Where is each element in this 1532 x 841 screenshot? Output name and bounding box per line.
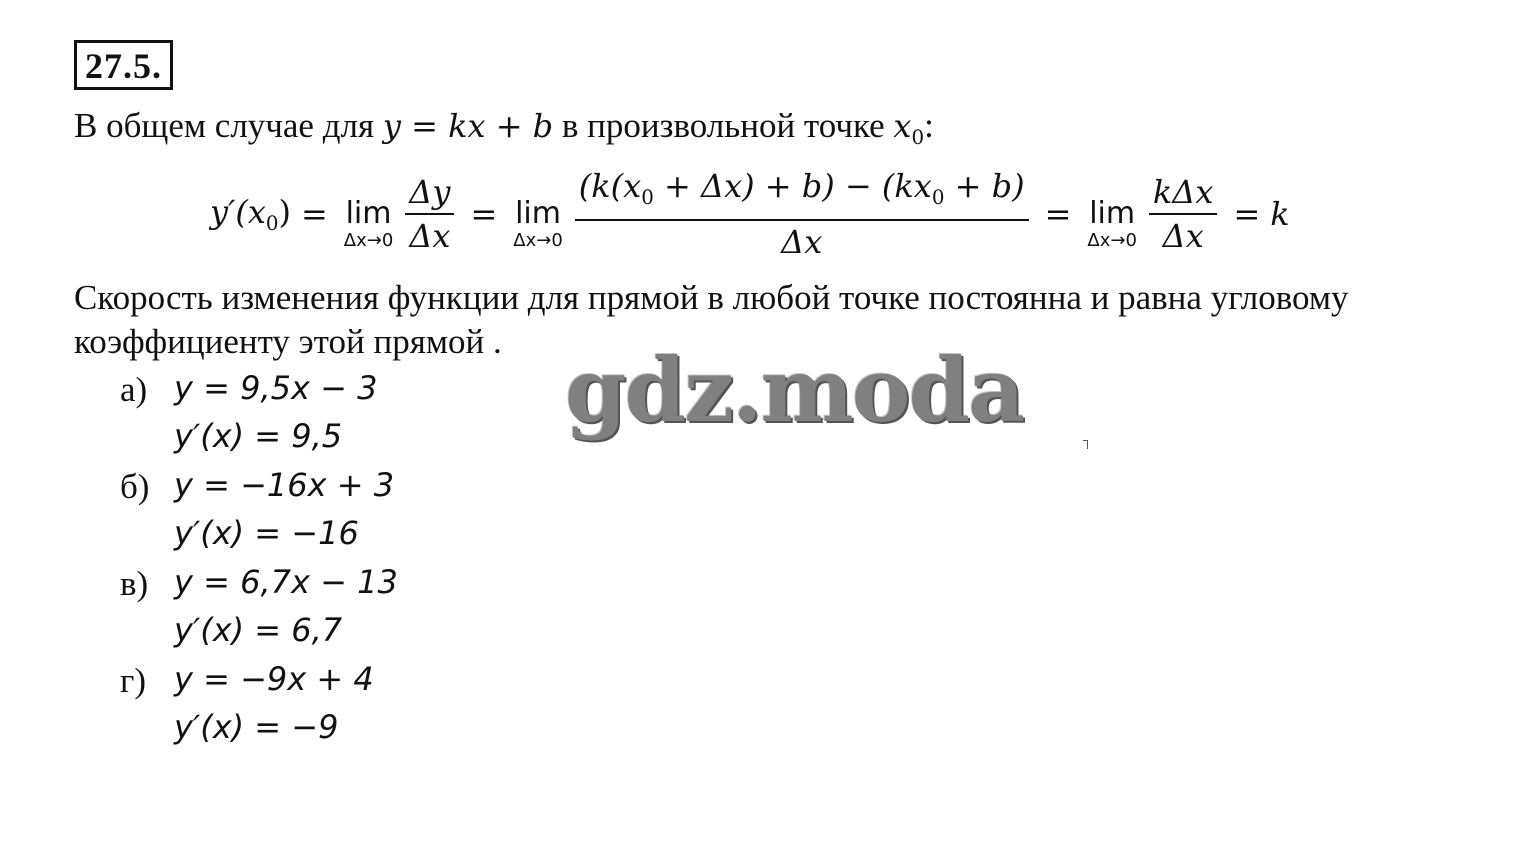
formula-lhs-text: y′(x <box>210 193 266 232</box>
fraction-3 <box>1149 171 1218 257</box>
fraction-2-num-c: + b) <box>944 167 1025 206</box>
formula-eq-2: = <box>470 195 498 233</box>
limit-1 <box>344 197 394 251</box>
answer-label: г) <box>120 661 147 700</box>
answer-label: а) <box>120 370 148 409</box>
problem-number: 27.5. <box>74 40 173 90</box>
intro-text-2: в произвольной точке <box>561 106 885 145</box>
answer-derivative: y′(x) = 9,5 <box>174 417 343 455</box>
formula-eq-4: = <box>1233 195 1261 233</box>
formula-lhs <box>210 193 291 235</box>
watermark-logo: gdz.moda <box>565 338 1024 442</box>
fraction-1-denominator: Δx <box>409 217 451 255</box>
limit-sub-2: Δx→0 <box>513 230 563 251</box>
limit-3 <box>1087 197 1137 251</box>
answer-derivative: y′(x) = −9 <box>174 708 339 746</box>
formula-eq-3: = <box>1044 195 1072 233</box>
fraction-2-numerator <box>575 165 1029 221</box>
answer-function: y = 9,5x − 3 <box>174 369 378 407</box>
answer-label: б) <box>120 467 150 506</box>
formula-eq-1: = <box>300 195 328 233</box>
fraction-1-numerator: Δy <box>405 171 454 215</box>
stray-mark <box>1083 440 1088 449</box>
fraction-2-num-b: + Δx) + b) − (kx <box>653 167 932 206</box>
formula-result: k <box>1270 195 1290 233</box>
fraction-2-denominator: Δx <box>781 222 823 261</box>
answer-function: y = 6,7x − 13 <box>174 563 398 601</box>
conclusion-line-1: Скорость изменения функции для прямой в любой точке постоянна и равна угловому <box>74 278 1349 317</box>
intro-text: В общем случае для <box>74 106 375 145</box>
fraction-1 <box>405 171 454 257</box>
answer-derivative: y′(x) = 6,7 <box>174 611 343 649</box>
limit-2 <box>513 197 563 251</box>
intro-line <box>74 104 934 160</box>
fraction-2-num-sub-2: 0 <box>931 185 945 209</box>
formula-lhs-sub: 0 <box>265 211 279 235</box>
limit-word-3: lim <box>1089 196 1136 231</box>
fraction-2-num-a: (k(x <box>578 167 642 206</box>
formula-lhs-close: ) <box>278 193 291 232</box>
conclusion-line-2: коэффициенту этой прямой . <box>74 322 502 361</box>
fraction-2 <box>575 165 1029 263</box>
fraction-3-denominator: Δx <box>1162 217 1204 255</box>
limit-sub-3: Δx→0 <box>1087 230 1137 251</box>
answer-derivative: y′(x) = −16 <box>174 514 359 552</box>
answer-function: y = −9x + 4 <box>174 660 374 698</box>
answer-function: y = −16x + 3 <box>174 466 395 504</box>
intro-point <box>893 107 925 149</box>
fraction-3-numerator: kΔx <box>1149 171 1218 215</box>
derivative-formula <box>210 166 1290 262</box>
limit-word-2: lim <box>515 196 561 231</box>
intro-point-var: x <box>893 107 912 145</box>
intro-function: y = kx + b <box>382 107 554 145</box>
intro-colon: : <box>924 106 934 145</box>
limit-word-1: lim <box>345 196 392 231</box>
answer-label: в) <box>120 564 149 603</box>
intro-point-sub: 0 <box>911 125 925 149</box>
fraction-2-num-sub-1: 0 <box>641 185 654 209</box>
limit-sub-1: Δx→0 <box>343 230 394 251</box>
